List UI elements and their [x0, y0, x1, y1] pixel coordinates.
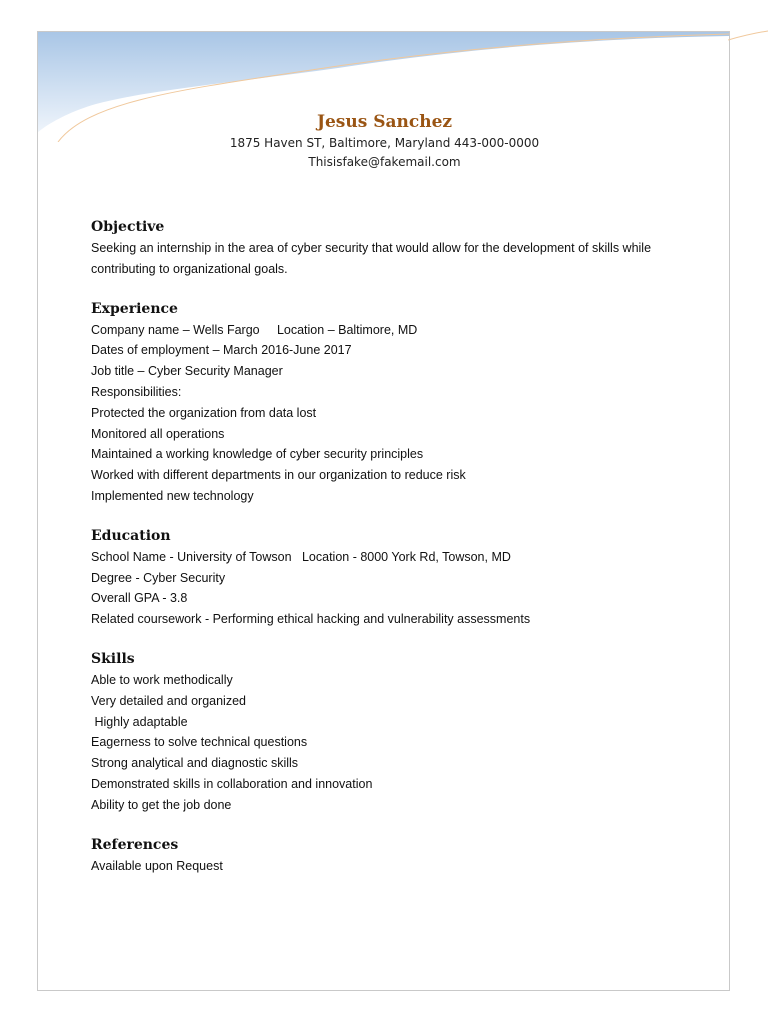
- experience-line: Protected the organization from data lost: [91, 405, 317, 420]
- skill-item: Ability to get the job done: [91, 797, 232, 812]
- experience-line: Worked with different departments in our organization to reduce risk: [91, 468, 466, 483]
- section-heading: References: [91, 836, 179, 853]
- education-line: School Name - University of Towson Location - 8000 York Rd, Towson, MD: [91, 549, 511, 564]
- section-heading: Objective: [91, 219, 165, 235]
- section-heading: Experience: [91, 300, 178, 317]
- skill-item: Demonstrated skills in collaboration and innovation: [91, 776, 373, 791]
- experience-line: Company name – Wells Fargo Location – Baltimore, MD: [91, 322, 418, 337]
- section-heading: Education: [91, 527, 171, 544]
- education-section: [91, 527, 711, 630]
- skill-item: Able to work methodically: [91, 672, 233, 687]
- skill-item: Very detailed and organized: [91, 693, 246, 708]
- references-section: [91, 836, 711, 877]
- experience-line: Maintained a working knowledge of cyber security principles: [91, 447, 424, 462]
- candidate-name: Jesus Sanchez: [316, 112, 453, 132]
- experience-line: Implemented new technology: [91, 488, 254, 503]
- objective-section: [91, 218, 711, 280]
- education-line: Related coursework - Performing ethical hacking and vulnerability assessments: [91, 612, 531, 627]
- experience-section: [91, 300, 711, 507]
- skill-item: Strong analytical and diagnostic skills: [91, 756, 299, 771]
- resume-body: [91, 218, 711, 876]
- skill-item: Eagerness to solve technical questions: [91, 735, 308, 750]
- experience-line: Monitored all operations: [91, 426, 225, 441]
- contact-email: Thisisfake@fakemail.com: [308, 155, 461, 169]
- contact-address: 1875 Haven ST, Baltimore, Maryland 443-000-0000: [229, 136, 540, 150]
- experience-line: Job title – Cyber Security Manager: [91, 364, 283, 379]
- objective-line: Seeking an internship in the area of cyber security that would allow for the development of skills while: [91, 241, 652, 255]
- skills-section: [91, 650, 711, 816]
- education-line: Overall GPA - 3.8: [91, 591, 188, 606]
- resume-page: [37, 31, 730, 991]
- page-edge-curve-decoration: [728, 28, 768, 48]
- references-line: Available upon Request: [91, 858, 223, 873]
- experience-line: Responsibilities:: [91, 384, 182, 399]
- skill-item: Highly adaptable: [91, 714, 188, 729]
- experience-line: Dates of employment – March 2016-June 2017: [91, 343, 352, 358]
- section-heading: Skills: [91, 650, 135, 667]
- objective-line: contributing to organizational goals.: [91, 261, 288, 276]
- education-line: Degree - Cyber Security: [91, 570, 226, 585]
